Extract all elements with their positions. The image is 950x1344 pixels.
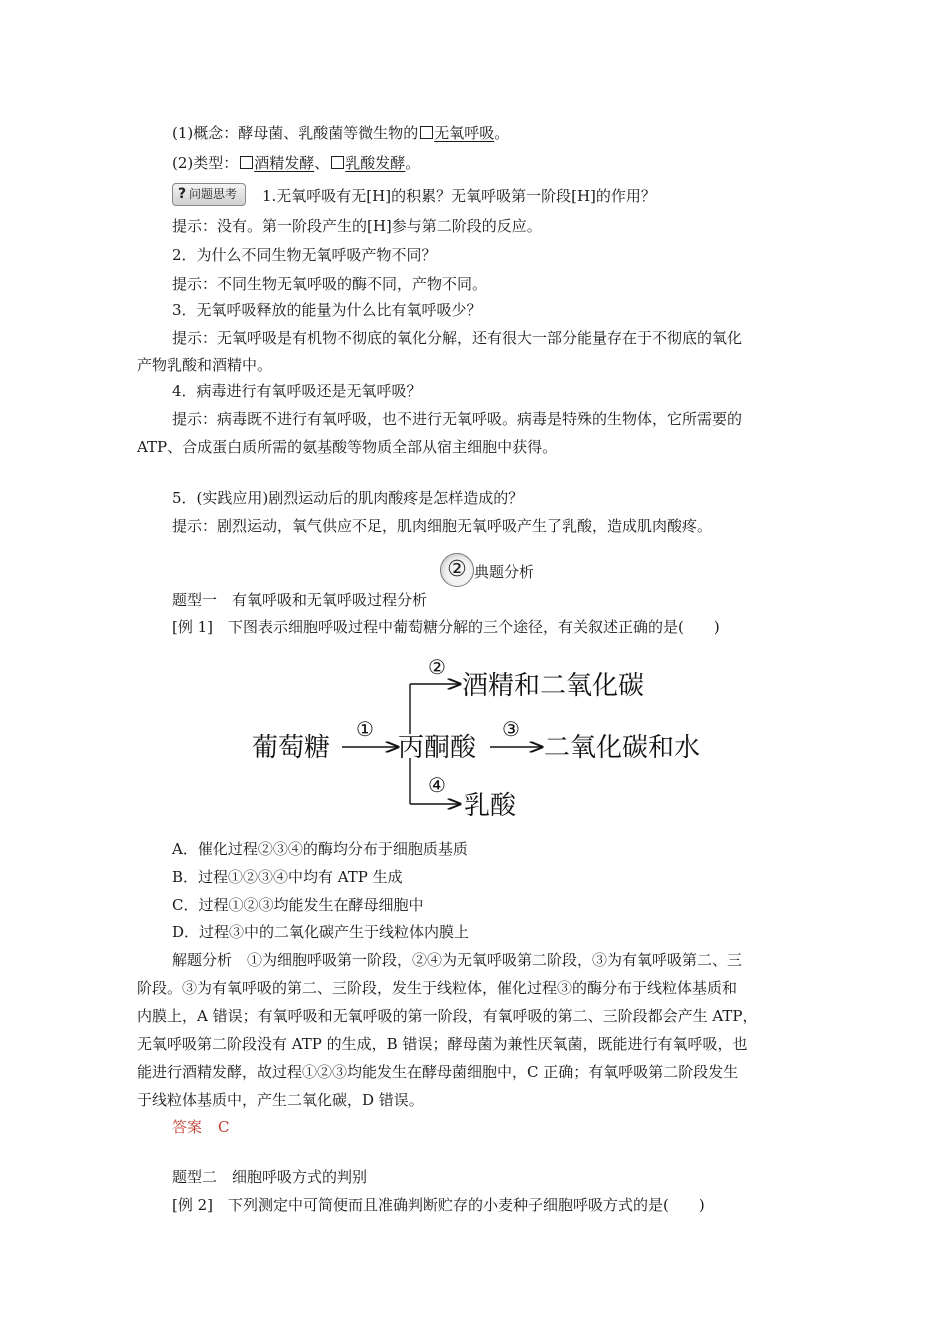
analysis-line-5: 能进行酒精发酵，故过程①②③均能发生在酵母菌细胞中，C 正确；有氧呼吸第二阶段发生 <box>137 1063 739 1081</box>
answer-3-line-2: 产物乳酸和酒精中。 <box>137 356 273 374</box>
answer-4-line-2: ATP、合成蛋白质所需的氨基酸等物质全部从宿主细胞中获得。 <box>137 438 558 456</box>
types-end: 。 <box>405 154 421 172</box>
step-2-label: ② <box>428 655 446 679</box>
question-5: 5．(实践应用)剧烈运动后的肌肉酸疼是怎样造成的？ <box>172 489 524 507</box>
fill-box <box>420 126 433 139</box>
question-2: 2．为什么不同生物无氧呼吸产物不同？ <box>172 246 437 264</box>
badge-label: 问题思考 <box>189 187 238 201</box>
section-number-icon: ② <box>440 553 474 587</box>
pyruvate-label: 丙酮酸 <box>398 733 477 763</box>
types-line <box>172 153 420 173</box>
concept-answer: 无氧呼吸 <box>434 124 495 142</box>
fill-box <box>240 156 253 169</box>
analysis-line-1: 解题分析 ①为细胞呼吸第一阶段，②④为无氧呼吸第二阶段，③为有氧呼吸第二、三 <box>172 951 743 969</box>
answer-2: 提示：不同生物无氧呼吸的酶不同，产物不同。 <box>172 275 488 293</box>
types-text: (2)类型： <box>172 154 239 172</box>
question-1: 1.无氧呼吸有无[H]的积累？无氧呼吸第一阶段[H]的作用？ <box>262 187 656 205</box>
answer-1: 提示：没有。第一阶段产生的[H]参与第二阶段的反应。 <box>172 217 542 235</box>
option-b: B．过程①②③④中均有 ATP 生成 <box>172 868 403 886</box>
glucose-pathway-diagram <box>250 648 730 828</box>
question-think-badge <box>172 183 246 206</box>
section-title: 典题分析 <box>474 563 535 581</box>
concept-line <box>172 123 509 143</box>
example-2-stem: [例 2] 下列测定中可简便而且准确判断贮存的小麦种子细胞呼吸方式的是( ) <box>172 1196 705 1214</box>
answer-4-line-1: 提示：病毒既不进行有氧呼吸，也不进行无氧呼吸。病毒是特殊的生物体，它所需要的 <box>172 410 743 428</box>
option-c: C．过程①②③均能发生在酵母细胞中 <box>172 896 424 914</box>
option-d: D．过程③中的二氧化碳产生于线粒体内膜上 <box>172 923 470 941</box>
option-a: A．催化过程②③④的酶均分布于细胞质基质 <box>172 840 468 858</box>
answer-label: 答案 <box>172 1118 203 1136</box>
analysis-line-6: 于线粒体基质中，产生二氧化碳，D 错误。 <box>137 1091 424 1109</box>
answer-line <box>172 1117 230 1137</box>
step-4-label: ④ <box>428 773 446 797</box>
alcohol-co2-label: 酒精和二氧化碳 <box>462 671 645 701</box>
glucose-label: 葡萄糖 <box>252 733 331 763</box>
analysis-line-4: 无氧呼吸第二阶段没有 ATP 的生成，B 错误；酵母菌为兼性厌氧菌，既能进行有氧呼吸，也 <box>137 1035 748 1053</box>
example-1-stem: [例 1] 下图表示细胞呼吸过程中葡萄糖分解的三个途径，有关叙述正确的是( ) <box>172 618 720 636</box>
type1-answer: 酒精发酵 <box>254 154 315 172</box>
lactic-acid-label: 乳酸 <box>464 791 517 821</box>
question-type-two: 题型二 细胞呼吸方式的判别 <box>172 1168 368 1186</box>
answer-value: C <box>218 1118 230 1136</box>
question-type-one: 题型一 有氧呼吸和无氧呼吸过程分析 <box>172 591 428 609</box>
question-4: 4．病毒进行有氧呼吸还是无氧呼吸？ <box>172 382 422 400</box>
answer-3-line-1: 提示：无氧呼吸是有机物不彻底的氧化分解，还有很大一部分能量存在于不彻底的氧化 <box>172 329 743 347</box>
answer-5: 提示：剧烈运动，氧气供应不足，肌肉细胞无氧呼吸产生了乳酸，造成肌肉酸疼。 <box>172 517 713 535</box>
analysis-line-3: 内膜上，A 错误；有氧呼吸和无氧呼吸的第一阶段，有氧呼吸的第二、三阶段都会产生 ATP， <box>137 1007 758 1025</box>
concept-text: (1)概念：酵母菌、乳酸菌等微生物的 <box>172 124 419 142</box>
separator: 、 <box>314 154 330 172</box>
question-icon: ? <box>177 186 187 202</box>
step-3-label: ③ <box>502 717 520 741</box>
question-3: 3．无氧呼吸释放的能量为什么比有氧呼吸少？ <box>172 301 482 319</box>
fill-box <box>331 156 344 169</box>
concept-end: 。 <box>494 124 510 142</box>
type2-answer: 乳酸发酵 <box>345 154 406 172</box>
step-1-label: ① <box>356 717 374 741</box>
analysis-line-2: 阶段。③为有氧呼吸的第二、三阶段，发生于线粒体，催化过程③的酶分布于线粒体基质和 <box>137 979 738 997</box>
co2-water-label: 二氧化碳和水 <box>544 733 701 763</box>
